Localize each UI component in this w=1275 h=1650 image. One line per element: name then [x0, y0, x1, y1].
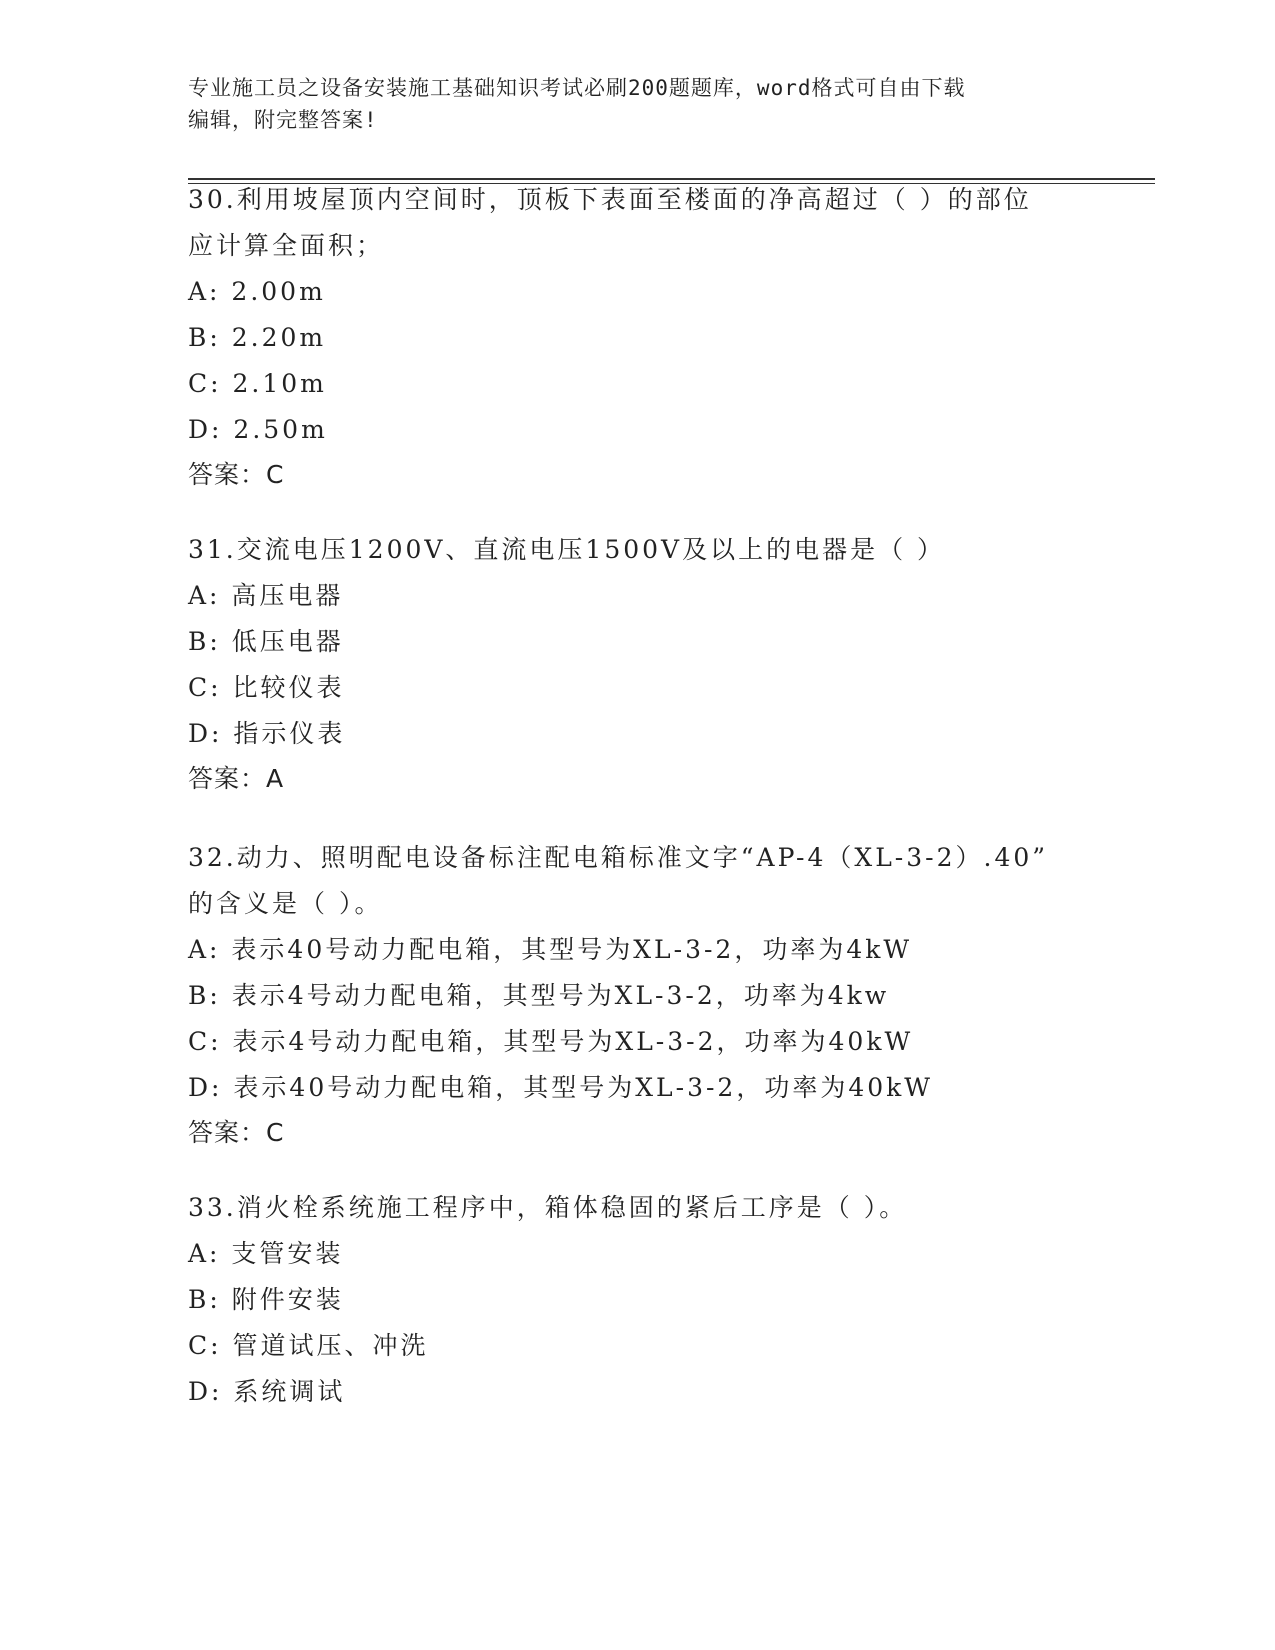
option-b: B: 表示4号动力配电箱，其型号为XL-3-2，功率为4kw [188, 981, 890, 1010]
answer-line: 答案：C [188, 1118, 285, 1147]
question-30 [188, 177, 1088, 497]
question-text-continued: 应计算全面积； [188, 231, 385, 260]
option-d: D: 2.50m [188, 415, 328, 444]
question-text: 33.消火栓系统施工程序中，箱体稳固的紧后工序是（ ）。 [188, 1193, 908, 1222]
option-c: C: 管道试压、冲洗 [188, 1331, 429, 1360]
question-text: 31.交流电压1200V、直流电压1500V及以上的电器是（ ） [188, 535, 946, 564]
header-title-line-2: 编辑，附完整答案! [188, 108, 378, 132]
question-text-continued: 的含义是（ ）。 [188, 889, 383, 918]
option-a: A: 支管安装 [188, 1239, 344, 1268]
question-text: 30.利用坡屋顶内空间时，顶板下表面至楼面的净高超过（ ）的部位 [188, 185, 1032, 214]
question-33 [188, 1185, 1088, 1415]
header-title-line-1: 专业施工员之设备安装施工基础知识考试必刷200题题库，word格式可自由下载 [188, 76, 966, 100]
question-text: 32.动力、照明配电设备标注配电箱标准文字“AP-4（XL-3-2）.40” [188, 843, 1049, 872]
document-header [188, 72, 1088, 136]
option-c: C: 比较仪表 [188, 673, 345, 702]
option-d: D: 系统调试 [188, 1377, 346, 1406]
option-b: B: 低压电器 [188, 627, 344, 656]
answer-line: 答案：C [188, 460, 285, 489]
answer-line: 答案：A [188, 764, 285, 793]
option-c: C: 表示4号动力配电箱，其型号为XL-3-2，功率为40kW [188, 1027, 914, 1056]
option-a: A: 2.00m [188, 277, 326, 306]
option-c: C: 2.10m [188, 369, 327, 398]
option-a: A: 高压电器 [188, 581, 344, 610]
option-b: B: 附件安装 [188, 1285, 344, 1314]
option-a: A: 表示40号动力配电箱，其型号为XL-3-2，功率为4kW [188, 935, 913, 964]
option-b: B: 2.20m [188, 323, 327, 352]
option-d: D: 指示仪表 [188, 719, 346, 748]
question-31 [188, 527, 1088, 801]
question-32 [188, 835, 1088, 1155]
option-d: D: 表示40号动力配电箱，其型号为XL-3-2，功率为40kW [188, 1073, 933, 1102]
